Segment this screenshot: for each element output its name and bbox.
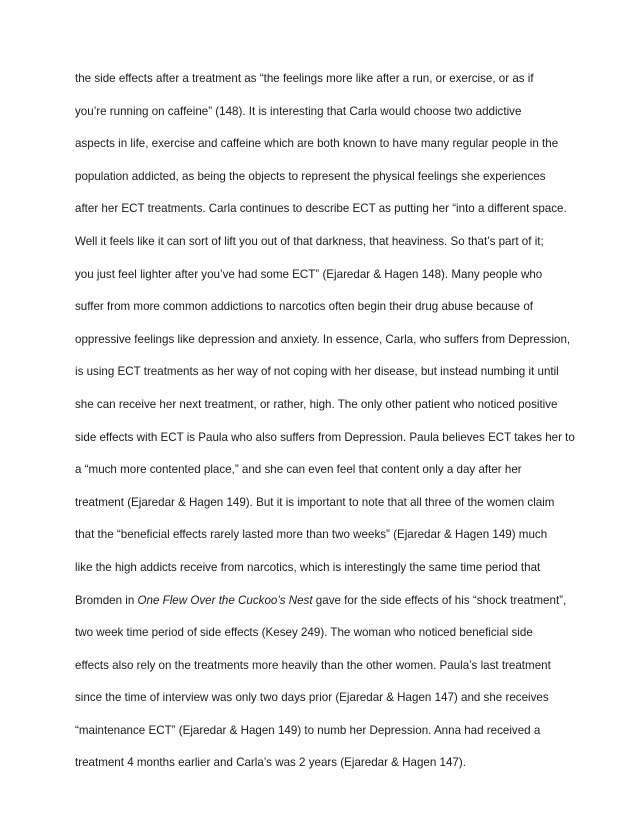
text-line: after her ECT treatments. Carla continues to describe ECT as putting her “into a different space. <box>75 202 567 216</box>
text-line: “maintenance ECT” (Ejaredar & Hagen 149) to numb her Depression. Anna had received a <box>75 723 541 737</box>
text-line: is using ECT treatments as her way of not coping with her disease, but instead numbing it until <box>75 365 559 379</box>
text-line: a “much more contented place,” and she can even feel that content only a day after her <box>75 463 522 477</box>
essay-body <box>75 72 575 789</box>
text-line: the side effects after a treatment as “the feelings more like after a run, or exercise, or as if <box>75 72 534 85</box>
text-line-with-book-title <box>75 594 575 627</box>
text-line: oppressive feelings like depression and anxiety. In essence, Carla, who suffers from Depression, <box>75 332 571 346</box>
text-line: Well it feels like it can sort of lift you out of that darkness, that heaviness. So that’s part of it; <box>75 234 544 248</box>
text-line: that the “beneficial effects rarely lasted more than two weeks” (Ejaredar & Hagen 149) much <box>75 528 548 542</box>
text-segment: Bromden in <box>75 593 138 607</box>
text-line: like the high addicts receive from narcotics, which is interestingly the same time period that <box>75 560 541 574</box>
text-line: population addicted, as being the objects to represent the physical feelings she experiences <box>75 169 546 183</box>
text-line: you’re running on caffeine” (148). It is interesting that Carla would choose two addictive <box>75 104 522 118</box>
text-line: she can receive her next treatment, or rather, high. The only other patient who noticed positive <box>75 397 558 411</box>
text-line: you just feel lighter after you’ve had some ECT” (Ejaredar & Hagen 148). Many people who <box>75 267 543 281</box>
text-line: effects also rely on the treatments more heavily than the other women. Paula’s last treatment <box>75 658 551 672</box>
text-line: aspects in life, exercise and caffeine which are both known to have many regular people in the <box>75 137 559 151</box>
text-line: suffer from more common addictions to narcotics often begin their drug abuse because of <box>75 300 533 314</box>
text-line: two week time period of side effects (Kesey 249). The woman who noticed beneficial side <box>75 626 533 640</box>
text-line: since the time of interview was only two days prior (Ejaredar & Hagen 147) and she receives <box>75 691 549 705</box>
text-line: treatment 4 months earlier and Carla’s was 2 years (Ejaredar & Hagen 147). <box>75 756 466 770</box>
text-segment: gave for the side effects of his “shock treatment”, <box>312 593 567 607</box>
text-line: treatment (Ejaredar & Hagen 149). But it is important to note that all three of the women claim <box>75 495 555 509</box>
text-line: side effects with ECT is Paula who also suffers from Depression. Paula believes ECT takes her to <box>75 430 575 444</box>
book-title: One Flew Over the Cuckoo’s Nest <box>137 593 313 607</box>
